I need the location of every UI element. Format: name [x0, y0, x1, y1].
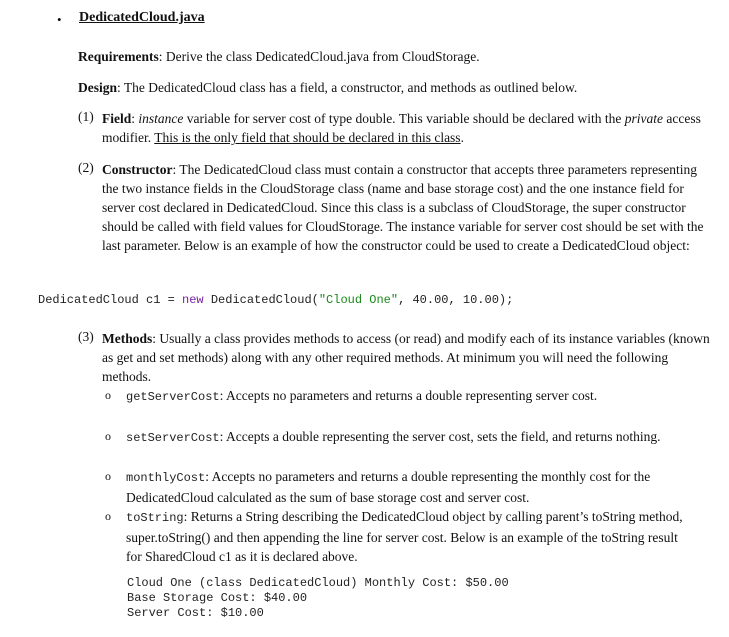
output-line: Cloud One (class DedicatedCloud) Monthly Cost: $50.00: [127, 576, 509, 590]
constructor-text: : The DedicatedCloud class must contain a constructor that accepts three parameters representing the two instance fields in the CloudStorage class (name and base storage cost) and the one instance field for server cost declared in DedicatedCloud. Since this class is a subclass of CloudStorage, the super constructor should be called with field values for CloudStorage. The instance variable for server cost should be set with the last parameter. Below is an example of how the constructor could be used to create a DedicatedCloud object:: [102, 162, 704, 253]
field-label: Field: [102, 111, 132, 126]
field-number: (1): [78, 109, 94, 124]
requirements-label: Requirements: [78, 49, 159, 64]
method-name: getServerCost: [126, 390, 220, 404]
method-bullet: o: [105, 429, 111, 443]
method-desc: : Accepts no parameters and returns a double representing server cost.: [219, 388, 598, 403]
heading-bullet: •: [57, 12, 62, 27]
method-name: setServerCost: [126, 431, 220, 445]
method-bullet: o: [105, 388, 111, 402]
constructor-code-example: [38, 293, 513, 307]
field-text-2: variable for server cost of type double. This variable should be declared with the: [183, 111, 625, 126]
methods-label: Methods: [102, 331, 153, 346]
output-line: Base Storage Cost: $40.00: [127, 591, 308, 605]
design-label: Design: [78, 80, 118, 95]
code-keyword-new: new: [182, 293, 204, 307]
method-desc: : Accepts no parameters and returns a double representing the monthly cost for the DedicatedCloud calculated as the sum of base storage cost and server cost.: [126, 469, 651, 505]
field-text-1: :: [131, 111, 139, 126]
method-bullet: o: [105, 509, 111, 523]
design-text: : The DedicatedCloud class has a field, a constructor, and methods as outlined below.: [117, 80, 578, 95]
design-paragraph: [78, 78, 718, 97]
method-item-getservercost: [126, 386, 686, 407]
method-item-setservercost: [126, 427, 686, 448]
methods-text: : Usually a class provides methods to access (or read) and modify each of its instance variables (known as get and set methods) along with any other required methods. At minimum you will need the following methods.: [102, 331, 710, 384]
document-title: DedicatedCloud.java: [79, 10, 205, 25]
code-pre: DedicatedCloud c1 =: [38, 293, 183, 307]
code-mid: DedicatedCloud(: [203, 293, 319, 307]
methods-number: (3): [78, 329, 94, 344]
requirements-text: : Derive the class DedicatedCloud.java from CloudStorage.: [158, 49, 480, 64]
method-bullet: o: [105, 469, 111, 483]
constructor-label: Constructor: [102, 162, 173, 177]
constructor-number: (2): [78, 160, 94, 175]
constructor-paragraph: [102, 160, 712, 255]
method-name: toString: [126, 511, 184, 525]
method-item-tostring: [126, 507, 686, 566]
tostring-output-block: [127, 576, 509, 621]
field-text-4: .: [460, 130, 464, 145]
field-text-3: access modifier.: [102, 111, 701, 145]
methods-paragraph: [102, 329, 712, 386]
code-post: , 40.00, 10.00);: [398, 293, 514, 307]
code-string: "Cloud One": [318, 293, 399, 307]
method-item-monthlycost: [126, 467, 686, 507]
field-paragraph: [102, 109, 712, 147]
field-emphasis-instance: instance: [138, 111, 184, 126]
output-line: Server Cost: $10.00: [127, 606, 264, 620]
method-name: monthlyCost: [126, 471, 206, 485]
method-desc: : Returns a String describing the DedicatedCloud object by calling parent’s toString method, super.toString() and then appending the line for server cost. Below is an example of the toString result for SharedCloud c1 as it is declared above.: [126, 509, 683, 564]
requirements-paragraph: [78, 47, 718, 66]
field-underlined-note: This is the only field that should be declared in this class: [154, 130, 461, 145]
field-emphasis-private: private: [624, 111, 663, 126]
method-desc: : Accepts a double representing the server cost, sets the field, and returns nothing.: [219, 429, 661, 444]
